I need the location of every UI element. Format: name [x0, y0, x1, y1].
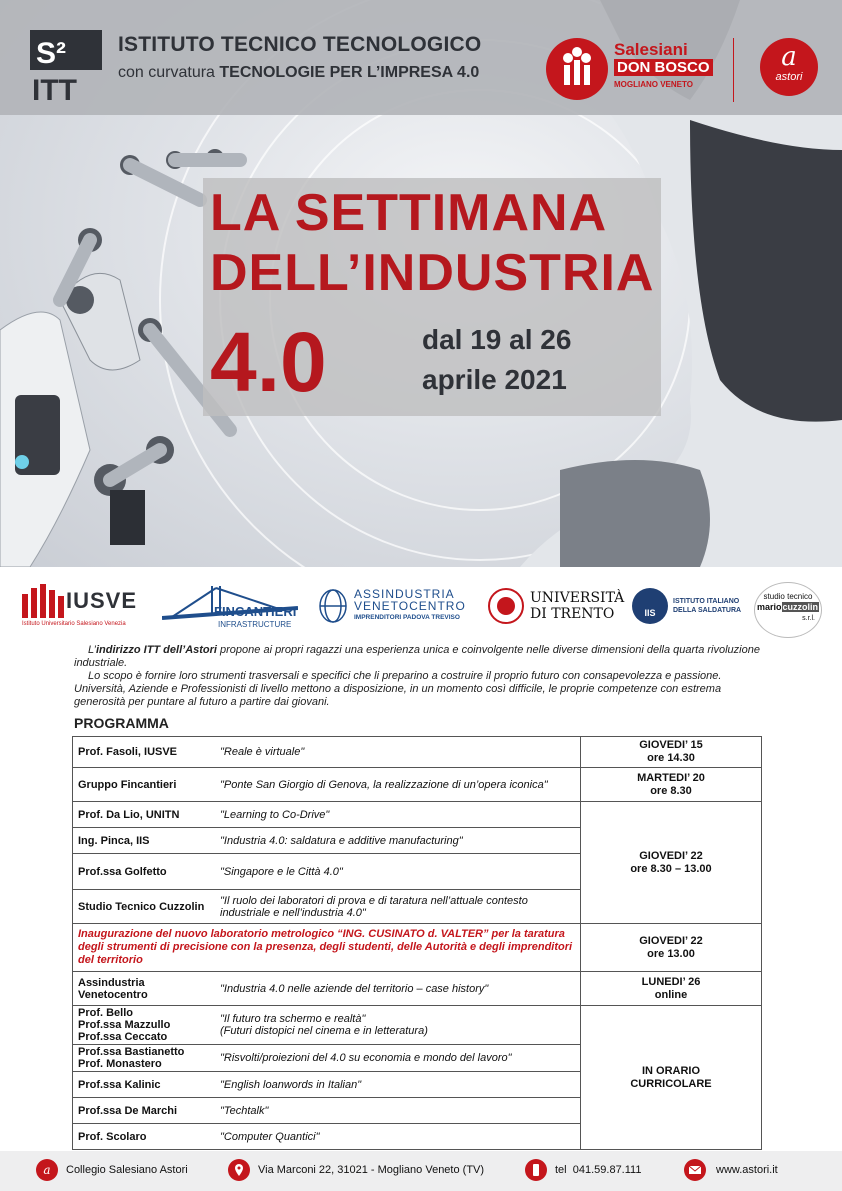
- footer-website[interactable]: www.astori.it: [716, 1164, 778, 1176]
- table-row: Ing. Pinca, IIS "Industria 4.0: saldatura e additive manufacturing": [73, 828, 762, 854]
- table-row: Prof. Da Lio, UNITN "Learning to Co-Drive" GIOVEDI’ 22 ore 8.30 – 13.00: [73, 802, 762, 828]
- footer-address: Via Marconi 22, 31021 - Mogliano Veneto (TV): [258, 1164, 485, 1176]
- bridge-icon: [162, 580, 298, 630]
- table-row: Studio Tecnico Cuzzolin "Il ruolo dei laboratori di prova e di taratura nell’attuale contesto industriale e nell’industria 4.0": [73, 890, 762, 924]
- event-title-40: 4.0: [210, 315, 327, 409]
- iis-seal-icon: IIS: [632, 588, 668, 624]
- svg-text:ITT: ITT: [32, 74, 77, 102]
- salesiani-people-icon: [546, 38, 608, 100]
- assindustria-logo: ASSINDUSTRIA VENETOCENTRO IMPRENDITORI PADOVA TREVISO: [318, 588, 466, 624]
- intro-text: [74, 644, 774, 709]
- table-row: Inaugurazione del nuovo laboratorio metrologico “ING. CUSINATO d. VALTER” per la taratura degli strumenti di precisione con la presenza, degli studenti, delle Autorità e degli imprenditori del territorio GIOVEDI’ 22 ore 13.00: [73, 924, 762, 972]
- phone-icon: [525, 1159, 547, 1181]
- svg-text:INFRASTRUCTURE: INFRASTRUCTURE: [218, 620, 292, 629]
- email-icon: [684, 1159, 706, 1181]
- footer-school: Collegio Salesiano Astori: [66, 1164, 188, 1176]
- svg-text:S²: S²: [36, 37, 66, 70]
- table-row: Assindustria Venetocentro "Industria 4.0 nelle aziende del territorio – case history" LUNEDI’ 26 online: [73, 972, 762, 1006]
- unitn-seal-icon: [488, 588, 524, 624]
- partner-logos: [0, 574, 842, 644]
- intro-paragraph-2: Lo scopo è fornire loro strumenti trasversali e specifici che li preparino a costruire il proprio futuro con consapevolezza e passione. Università, Aziende e Professionisti di livello mettono a disposizione, in un momento così difficile, le proprie competenze con estrema generosità per puntare al futuro a partire dai giovani.: [74, 670, 722, 708]
- table-row: Prof.ssa Kalinic "English loanwords in Italian": [73, 1072, 762, 1098]
- salesiani-logo: [546, 38, 608, 100]
- table-row: Prof.ssa Bastianetto Prof. Monastero "Risvolti/proiezioni del 4.0 su economia e mondo del lavoro": [73, 1045, 762, 1072]
- iusve-building-icon: [22, 584, 66, 618]
- event-title-line1: LA SETTIMANA: [210, 184, 608, 242]
- program-table: [72, 736, 762, 1150]
- svg-text:FINCANTIERI: FINCANTIERI: [214, 604, 297, 619]
- iis-logo: IIS ISTITUTO ITALIANO DELLA SALDATURA: [632, 588, 741, 624]
- intro-paragraph-1: L’indirizzo ITT dell’Astori propone ai propri ragazzi una esperienza unica e coinvolgente nelle diverse dimensioni della quarta rivoluzione industriale.: [74, 644, 760, 669]
- iusve-logo: IUSVE: [22, 584, 137, 618]
- astori-footer-icon: a: [36, 1159, 58, 1181]
- iusve-subtitle: Istituto Universitario Salesiano Venezia: [22, 621, 126, 627]
- table-row: Prof. Scolaro "Computer Quantici": [73, 1124, 762, 1150]
- table-row: Gruppo Fincantieri "Ponte San Giorgio di Genova, la realizzazione di un’opera iconica" MARTEDI’ 20 ore 8.30: [73, 768, 762, 802]
- location-pin-icon: [228, 1159, 250, 1181]
- table-row: Prof.ssa Golfetto "Singapore e le Città 4.0": [73, 854, 762, 890]
- assindustria-mark-icon: [318, 588, 348, 624]
- astori-logo: a astori: [760, 38, 818, 96]
- school-subtitle: con curvatura TECNOLOGIE PER L’IMPRESA 4.0: [118, 64, 480, 81]
- unitn-logo: UNIVERSITÀ DI TRENTO: [488, 588, 624, 624]
- salesiani-location: MOGLIANO VENETO: [614, 80, 693, 89]
- cuzzolin-logo: studio tecnico mariocuzzolin s.r.l.: [754, 582, 822, 638]
- event-dates-line1: dal 19 al 26: [422, 324, 572, 355]
- salesiani-name: Salesiani: [614, 40, 688, 59]
- don-bosco-label: DON BOSCO: [614, 59, 713, 76]
- table-row: Prof. Fasoli, IUSVE "Reale è virtuale" GIOVEDI’ 15 ore 14.30: [73, 737, 762, 768]
- header-divider: [733, 38, 734, 102]
- fincantieri-logo: [162, 580, 298, 630]
- table-row: Prof.ssa De Marchi "Techtalk": [73, 1098, 762, 1124]
- table-row: Prof. Bello Prof.ssa Mazzullo Prof.ssa Ceccato "Il futuro tra schermo e realtà" (Futuri distopici nel cinema e in letteratura) IN ORARIO CURRICOLARE: [73, 1006, 762, 1045]
- school-title: ISTITUTO TECNICO TECNOLOGICO: [118, 33, 482, 56]
- footer-phone[interactable]: tel 041.59.87.111: [555, 1164, 642, 1176]
- event-dates-line2: aprile 2021: [422, 364, 567, 395]
- hero-banner: [0, 0, 842, 567]
- itt-logo: [30, 30, 102, 102]
- event-title-line2: DELL’INDUSTRIA: [210, 244, 655, 302]
- program-title: PROGRAMMA: [74, 715, 169, 731]
- header-bar: [0, 0, 842, 115]
